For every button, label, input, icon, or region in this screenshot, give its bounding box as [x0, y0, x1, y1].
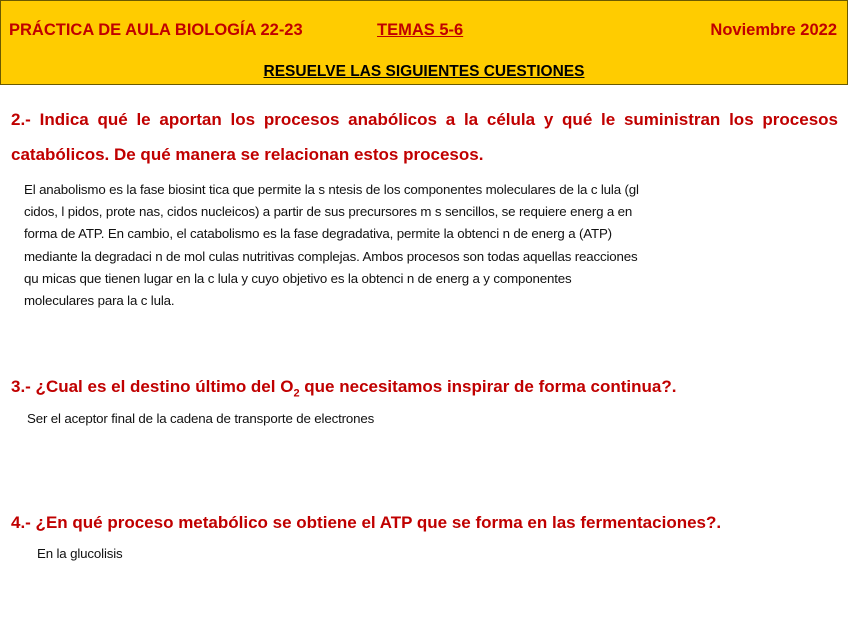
question-3-text: 3.- ¿Cual es el destino último del O	[11, 377, 294, 396]
answer-2: El anabolismo es la fase biosint tica que permite la s ntesis de los componentes moleculares de la c lula (gl cidos, l pidos, prote nas, cidos nucleicos) a partir de sus precursores m s sencillos, se requiere energ a en forma de ATP. En cambio, el catabolismo es la fase degradativa, permite la obtenci n de energ a (ATP) mediante la degradaci n de mol culas nutritivas complejas. Ambos procesos son todas aquellas reacciones qu micas que tienen lugar en la c lula y cuyo objetivo es la obtenci n de energ a y componentes moleculares para la c lula.	[24, 182, 639, 309]
oxygen-subscript: 2	[293, 387, 300, 400]
question-4: 4.- ¿En qué proceso metabólico se obtiene el ATP que se forma en las fermentaciones?.	[11, 513, 722, 532]
topic-label: TEMAS 5-6	[377, 21, 464, 39]
question-3	[11, 377, 676, 399]
question-2: 2.- Indica qué le aportan los procesos anabólicos a la célula y qué le suministran los procesos catabólicos. De qué manera se relacionan estos procesos.	[11, 110, 838, 164]
instructions-heading: RESUELVE LAS SIGUIENTES CUESTIONES	[263, 63, 585, 80]
answer-3: Ser el aceptor final de la cadena de transporte de electrones	[27, 411, 375, 426]
worksheet-title: PRÁCTICA DE AULA BIOLOGÍA 22-23	[9, 21, 303, 39]
answer-4: En la glucolisis	[37, 546, 123, 561]
question-3-text-end: que necesitamos inspirar de forma continua?.	[299, 377, 677, 396]
header-banner	[0, 0, 848, 85]
date-label: Noviembre 2022	[710, 21, 837, 39]
